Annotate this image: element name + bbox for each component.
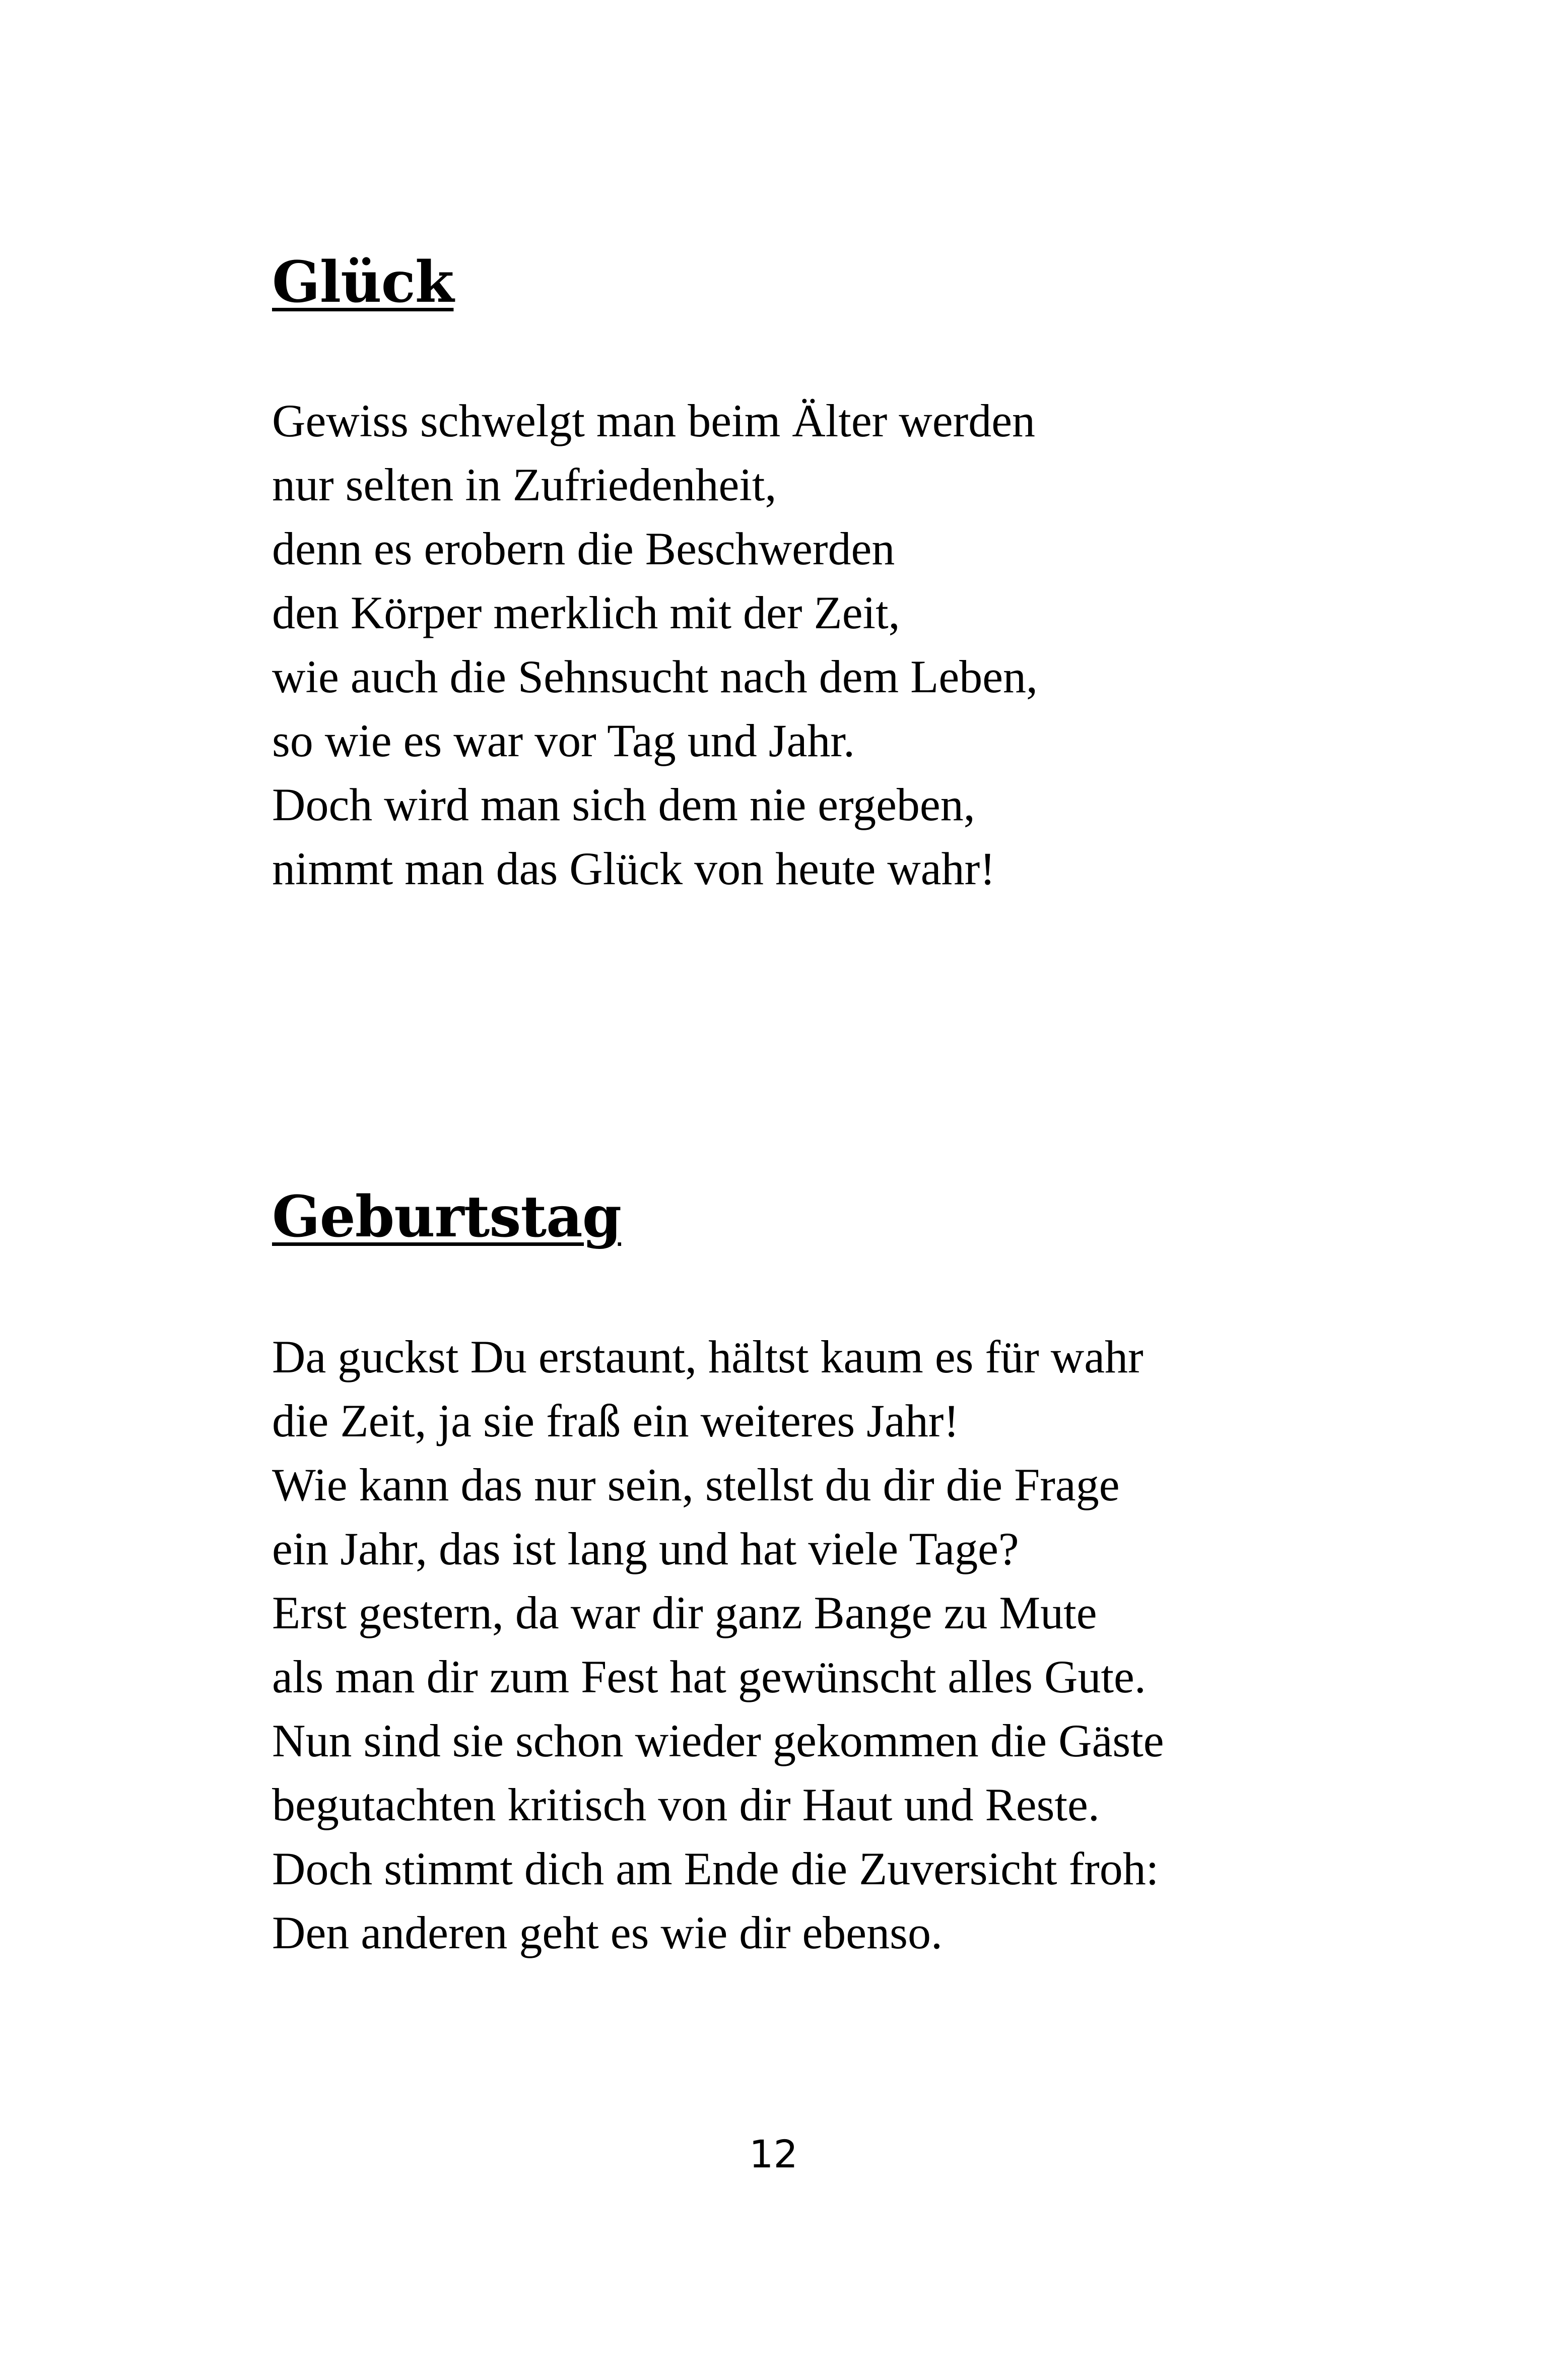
poem-line: so wie es war vor Tag und Jahr.: [272, 715, 855, 766]
poem-title-geburtstag: Geburtstag: [272, 1184, 622, 1250]
poem-body-glueck: [272, 389, 1038, 901]
poem-line: Doch stimmt dich am Ende die Zuversicht froh:: [272, 1843, 1159, 1894]
poem-body-geburtstag: [272, 1325, 1164, 1965]
poem-title-glueck: Glück: [272, 249, 454, 315]
poem-line: Gewiss schwelgt man beim Älter werden: [272, 395, 1036, 446]
poem-line: denn es erobern die Beschwerden: [272, 523, 895, 574]
poem-line: den Körper merklich mit der Zeit,: [272, 587, 900, 638]
poem-line: die Zeit, ja sie fraß ein weiteres Jahr!: [272, 1395, 960, 1446]
poem-line: Nun sind sie schon wieder gekommen die Gäste: [272, 1715, 1164, 1766]
poem-line: Erst gestern, da war dir ganz Bange zu Mute: [272, 1587, 1097, 1638]
poem-line: Doch wird man sich dem nie ergeben,: [272, 779, 975, 830]
poem-line: ein Jahr, das ist lang und hat viele Tage?: [272, 1523, 1019, 1574]
poem-line: Den anderen geht es wie dir ebenso.: [272, 1907, 943, 1958]
poem-line: als man dir zum Fest hat gewünscht alles Gute.: [272, 1651, 1146, 1702]
poem-line: begutachten kritisch von dir Haut und Reste.: [272, 1779, 1100, 1830]
poem-line: Wie kann das nur sein, stellst du dir die Frage: [272, 1459, 1120, 1510]
poem-line: wie auch die Sehnsucht nach dem Leben,: [272, 651, 1038, 702]
page-number: 12: [749, 2132, 798, 2176]
poem-line: nur selten in Zufriedenheit,: [272, 459, 777, 510]
poem-line: Da guckst Du erstaunt, hältst kaum es für wahr: [272, 1331, 1144, 1382]
poem-line: nimmt man das Glück von heute wahr!: [272, 843, 995, 894]
